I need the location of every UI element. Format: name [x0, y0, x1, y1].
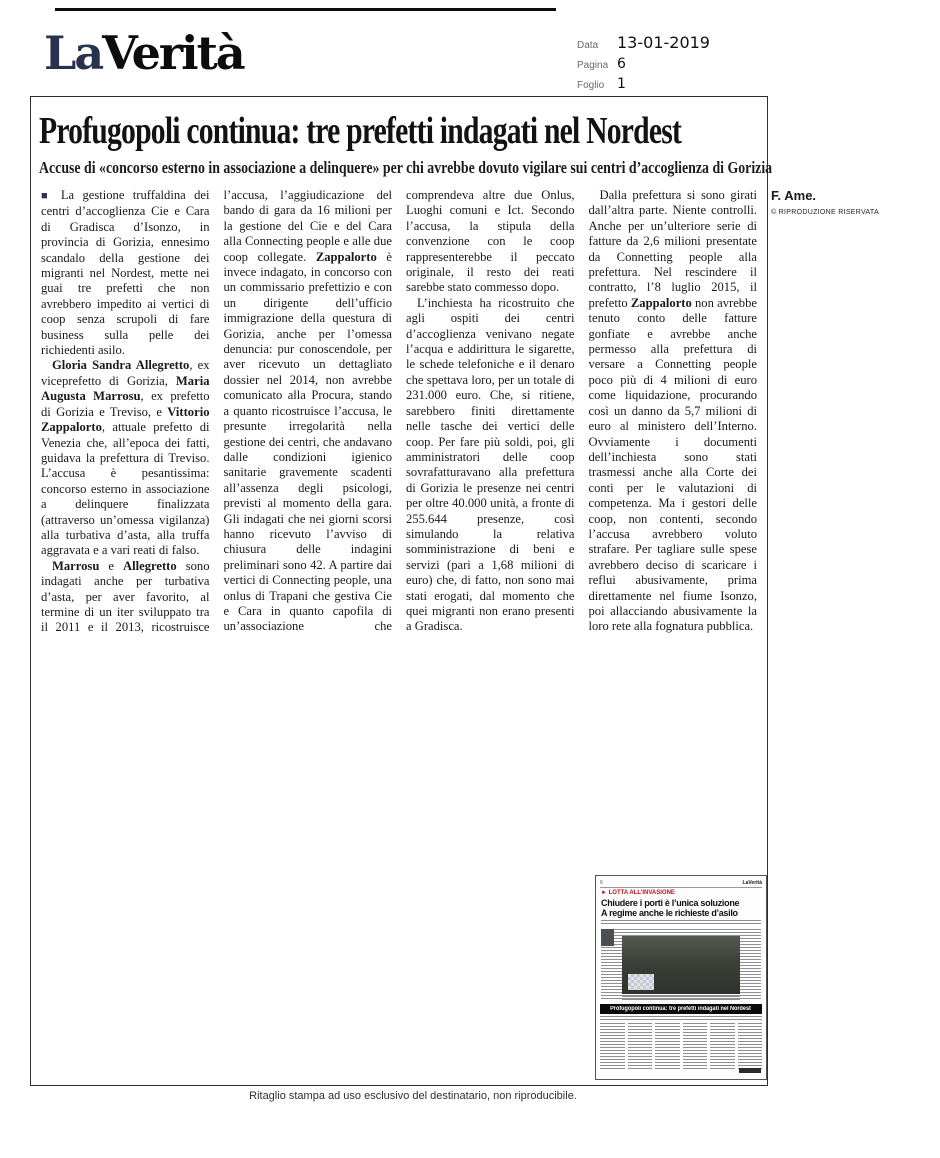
article-paragraph: Dalla prefettura si sono girati dall’altra parte. Niente controlli. Anche per un’ulteriore serie di fatture da 2,6 milioni presentate da Connetting people alla prefettura. Nel rescindere il contratto, l’8 luglio 2015, il prefetto Zappalorto non avrebbe tenuto conto delle fatture gonfiate e avrebbe anche permesso alla prefettura di versare a Connetting people poco più di 4 milioni di euro come liquidazione, procurando così un danno da 5,7 milioni di euro al ministero dell’Interno. Ovviamente i documenti dell’inchiesta sono stati trasmessi anche alla Corte dei conti per le valutazioni di competenza. Ma i gestori delle coop, non contenti, secondo l’accusa avrebbero voluto strafare. Per tagliare sulle spese avrebbero deciso di scaricare i reflui abusivamente, prima direttamente nel fiume Isonzo, poi allacciando abusivamente la loro rete alla fognatura pubblica. [588, 188, 757, 634]
thumb-column [683, 1023, 708, 1071]
article-paragraph: Gloria Sandra Allegretto, ex viceprefetto di Gorizia, Maria Augusta Marrosu, ex prefetto di Gorizia e Treviso, e Vittorio Zappalorto, attuale prefetto di Venezia che, all’epoca dei fatti, guidava la prefettura di Treviso. L’accusa è pesantissima: concorso esterno in associazione a delinquere finalizzata (attraverso un’omessa vigilanza) alla turbativa d’asta, alla truffa aggravata e a vari reati di falso. [41, 358, 210, 558]
thumb-bottom-box [739, 1068, 761, 1073]
article-clip-box [30, 96, 879, 1086]
thumb-kicker: ► LOTTA ALL’INVASIONE [601, 890, 675, 896]
masthead-verita: Verità [102, 26, 244, 80]
thumb-headline-line1: Chiudere i porti è l’unica soluzione [601, 898, 740, 908]
article-paragraph: ■ La gestione truffaldina dei centri d’accoglienza Cie e Cara di Gradisca d’Isonzo, in provincia di Gorizia, ennesimo scandalo della gestione dei migranti nel Nordest, mette nei guai tre prefetti che non avrebbero impedito ai vertici di coop senza scrupoli di fare business sulla pelle dei richiedenti asilo. [41, 188, 210, 358]
thumb-header [600, 880, 762, 888]
thumb-crowd-photo [622, 936, 740, 994]
meta-pagina-value: 6 [617, 56, 626, 72]
thumb-column [655, 1023, 680, 1071]
thumb-subhead-lines [601, 920, 761, 926]
article-headline-text: Profugopoli continua: tre prefetti indagati nel Nordest [39, 110, 682, 152]
article-subhead-text: Accuse di «concorso esterno in associazione a delinquere» per chi avrebbe dovuto vigilare sui centri d’accoglienza di Gorizia [39, 158, 773, 177]
meta-pagina-label: Pagina [577, 60, 609, 71]
article-paragraph: Marrosu e Allegretto sono indagati anche per turbativa d’asta, per aver favorito, al termine di un iter sviluppato tra il 2011 e il 2013, ricostruisce l’accusa, l’aggiudicazione del bando di gara da 16 milioni per la gestione del Cie e del Cara alla Connecting people e alle due coop collegate. Zappalorto è invece indagato, in concorso con un commissario prefettizio e con un dirigente dell’ufficio immigrazione della questura di Gorizia, anche per l’omessa denuncia: pur conoscendole, per aver ricevuto un dettagliato dossier nel 2014, non avrebbe comunicato alla Procura, stando a quanto ricostruisce l’accusa, le presunte irregolarità nella gestione dei centri, che andavano dalle condizioni igienico sanitarie gravemente scadenti all’assenza degli psicologi, previsti al momento della gara. Gli indagati che nei giorni scorsi hanno ricevuto l’avviso di chiusura delle indagini preliminari sono 42. A partire dai vertici di Connecting people, una onlus di Trapani che gestiva Cie e Cara in quanto capofila di un’associazione che comprendeva altre due Onlus, Luoghi comuni e Ict. Secondo l’accusa, la stipula della convenzione con le coop rappresenterebbe il peccato originale, il resto dei reati sarebbe stato commesso dopo. [41, 188, 575, 635]
meta-foglio-value: 1 [617, 76, 626, 92]
article-body [41, 188, 879, 640]
masthead-la: La [44, 26, 103, 80]
article-byline: F. Ame. [771, 188, 817, 203]
thumb-column [628, 1023, 653, 1071]
thumb-checkered-flag [628, 974, 654, 990]
thumb-headline-line2: A regime anche le richieste d’asilo [601, 908, 738, 918]
thumb-article-banner [600, 1004, 762, 1014]
article-headline [39, 109, 767, 153]
clipping-meta [577, 33, 710, 96]
article-paragraph: L’inchiesta ha ricostruito che agli ospiti dei centri d’accoglienza venivano negate l’acqua e addirittura le sigarette, le schede telefoniche e il denaro che spettava loro, per un totale di 231.000 euro. Che, si ritiene, sarebbero finiti direttamente nelle tasche dei vertici delle coop. Per fare più soldi, poi, gli amministratori delle coop sovrafatturavano alla prefettura di Gorizia le presenze nei centri per oltre 40.000 unità, a fronte di 255.644 presenze, così simulando la relativa somministrazione di beni e servizi (pari a 1,68 milioni di euro) che, di fatto, non sono mai stati erogati, dal momento che quei migranti non erano presenti a Gradisca. [406, 295, 575, 634]
thumb-headline [601, 898, 751, 918]
thumb-photo-caption [622, 996, 740, 1000]
thumb-column [600, 1023, 625, 1071]
thumb-masthead: LaVerità [742, 880, 762, 886]
meta-data-value: 13-01-2019 [617, 33, 710, 52]
thumb-body-columns [600, 1023, 762, 1071]
newspaper-masthead [44, 26, 244, 80]
article-subhead [39, 158, 773, 178]
meta-row-foglio [577, 76, 710, 92]
meta-row-pagina [577, 56, 710, 72]
meta-row-data [577, 33, 710, 52]
article-paragraphs [41, 188, 757, 640]
thumb-banner-text: Profugopoli continua: tre prefetti indagati nel Nordest [610, 1006, 752, 1012]
thumb-column [710, 1023, 735, 1071]
meta-data-label: Data [577, 40, 599, 51]
meta-foglio-label: Foglio [577, 80, 605, 91]
top-rule [55, 8, 556, 11]
thumb-page-number: 6 [600, 880, 603, 886]
thumb-column [738, 1023, 763, 1071]
article-copyright: © RIPRODUZIONE RISERVATA [771, 209, 879, 217]
thumb-portrait-photo [601, 929, 614, 946]
thumb-banner-subhead [600, 1016, 762, 1020]
footer-disclaimer: Ritaglio stampa ad uso esclusivo del destinatario, non riproducibile. [249, 1090, 577, 1102]
newspaper-page-thumbnail [595, 875, 767, 1080]
